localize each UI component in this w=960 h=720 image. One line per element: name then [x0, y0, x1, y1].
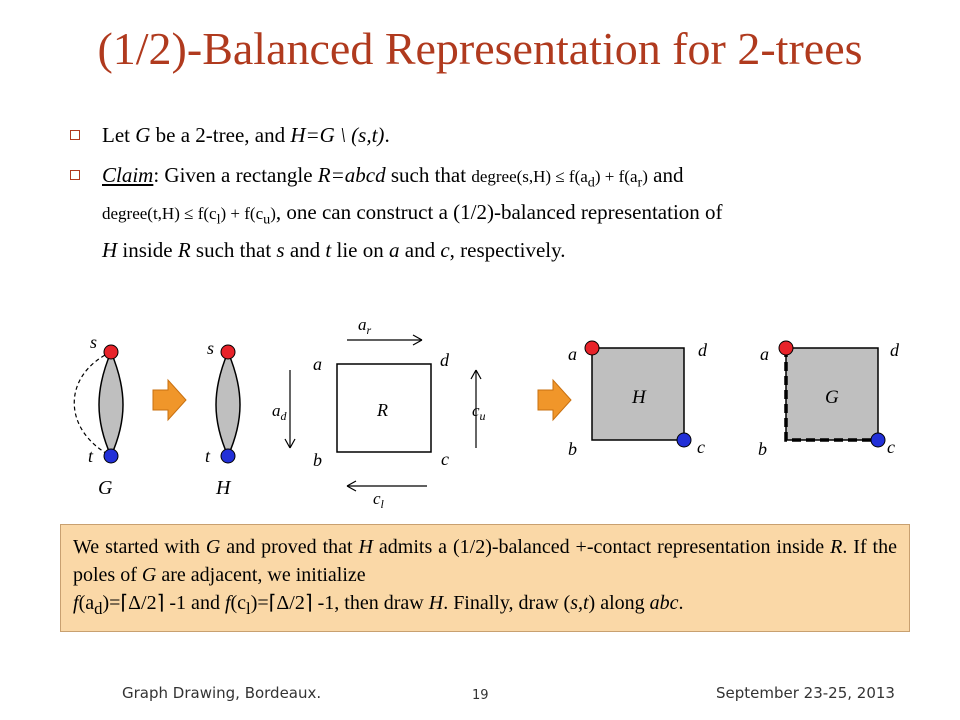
claim-label: Claim — [102, 163, 154, 187]
pole-t-blue — [104, 449, 118, 463]
text: . If the poles of — [73, 536, 897, 586]
text: s — [276, 237, 285, 262]
label-s: s — [90, 332, 98, 352]
text: u — [479, 409, 486, 423]
text: f — [224, 592, 231, 614]
text: ) + f(c — [220, 204, 264, 224]
text: be a 2-tree, and — [150, 123, 291, 147]
corner-c: c — [441, 449, 449, 469]
text: (a — [78, 592, 95, 614]
graph-h — [205, 338, 240, 499]
text: , one can construct a (1/2)-balanced representation of — [275, 200, 723, 225]
text: . Finally, draw ( — [443, 592, 571, 614]
text: s,t — [570, 592, 589, 614]
text: are adjacent, we initialize — [156, 564, 366, 586]
text: H — [102, 237, 118, 262]
corner-c: c — [887, 437, 895, 457]
text: (c — [230, 592, 247, 614]
graph-g — [74, 332, 123, 499]
footer-left: Graph Drawing, Bordeaux. — [122, 684, 322, 702]
footer-right: September 23-25, 2013 — [716, 684, 895, 702]
text: a — [389, 237, 400, 262]
text: H — [428, 592, 444, 614]
representation-h — [568, 340, 708, 459]
text: R — [830, 536, 843, 558]
text: degree(s,H) ≤ f(a — [471, 167, 588, 186]
graph-g-lens — [99, 352, 123, 456]
text: u — [263, 211, 271, 228]
corner-b: b — [313, 450, 322, 470]
text: t — [325, 237, 332, 262]
orange-arrow-icon — [538, 380, 571, 420]
pole-t-blue — [221, 449, 235, 463]
pole-s-red — [779, 341, 793, 355]
construction-diagram — [0, 290, 960, 520]
text: ) + f(a — [594, 167, 638, 186]
text: )=⌈Δ/2⌉ -1 and — [102, 592, 225, 614]
text: and — [647, 163, 684, 187]
text: lie on — [331, 237, 390, 262]
text: d — [94, 599, 103, 618]
text: l — [246, 599, 251, 618]
text: )=⌈Δ/2⌉ -1, then draw — [250, 592, 429, 614]
label-cu — [472, 401, 486, 423]
text: l — [380, 497, 384, 511]
summary-box — [60, 524, 910, 632]
label-g: G — [825, 387, 839, 408]
pole-s-red — [104, 345, 118, 359]
text: a — [272, 401, 281, 420]
label-t: t — [205, 446, 211, 466]
text: H — [358, 536, 373, 558]
bullet-square-icon — [70, 130, 80, 140]
representation-g — [758, 340, 900, 459]
text: R=abcd — [317, 163, 386, 187]
bullet-item-1 — [68, 120, 928, 150]
text: G — [141, 564, 157, 586]
text: d — [587, 174, 595, 191]
label-cl — [373, 489, 385, 511]
corner-b: b — [758, 439, 767, 459]
text: inside — [117, 237, 178, 262]
corner-a: a — [313, 354, 322, 374]
text: G — [135, 123, 151, 147]
text: such that — [385, 163, 472, 187]
corner-c: c — [697, 437, 705, 457]
text: c — [373, 489, 381, 508]
bullet-list — [68, 120, 928, 275]
corner-d: d — [440, 350, 449, 370]
corner-d: d — [698, 340, 707, 360]
text: ) — [642, 167, 648, 186]
condition-1 — [471, 167, 648, 191]
corner-a: a — [760, 344, 769, 364]
label-h: H — [632, 387, 646, 408]
condition-2 — [102, 204, 276, 228]
text: . — [678, 592, 684, 614]
text: r — [366, 323, 372, 337]
graph-g-label: G — [98, 477, 113, 499]
pole-s-red — [585, 341, 599, 355]
label-t: t — [88, 446, 94, 466]
text: d — [280, 409, 287, 423]
bullet-square-icon — [70, 170, 80, 180]
label-r: R — [377, 400, 388, 420]
label-ad — [272, 401, 288, 423]
text: G — [205, 536, 221, 558]
text: H=G \ (s,t) — [290, 123, 385, 147]
label-ar — [358, 315, 372, 337]
text: c — [440, 237, 450, 262]
text: admits a (1/2)-balanced +-contact representation inside — [372, 536, 831, 558]
pole-t-blue — [871, 433, 885, 447]
pole-t-blue — [677, 433, 691, 447]
corner-a: a — [568, 344, 577, 364]
text: We started with — [73, 536, 206, 558]
pole-s-red — [221, 345, 235, 359]
text: . — [384, 123, 390, 147]
label-s: s — [207, 338, 215, 358]
text: c — [472, 401, 480, 420]
text: abc — [649, 592, 679, 614]
slide-title: (1/2)-Balanced Representation for 2-trees — [97, 23, 863, 74]
bullet-item-2 — [68, 160, 928, 265]
graph-h-label: H — [216, 477, 231, 499]
text: , respectively. — [449, 237, 566, 262]
text: and — [284, 237, 326, 262]
text: l — [216, 211, 221, 228]
text: R — [177, 237, 191, 262]
text: r — [637, 174, 643, 191]
orange-arrow-icon — [153, 380, 186, 420]
text: degree(t,H) ≤ f(c — [102, 204, 217, 224]
rectangle-r — [272, 315, 486, 511]
text: ) — [270, 204, 276, 224]
graph-h-lens — [216, 352, 240, 456]
text: f — [73, 592, 79, 614]
text: a — [358, 315, 367, 334]
text: ) along — [588, 592, 650, 614]
corner-d: d — [890, 340, 899, 360]
text: Let — [102, 123, 136, 147]
footer-page-number: 19 — [472, 688, 489, 703]
text: and proved that — [220, 536, 359, 558]
text: and — [399, 237, 441, 262]
text: such that — [190, 237, 277, 262]
corner-b: b — [568, 439, 577, 459]
text: : Given a rectangle — [153, 163, 318, 187]
